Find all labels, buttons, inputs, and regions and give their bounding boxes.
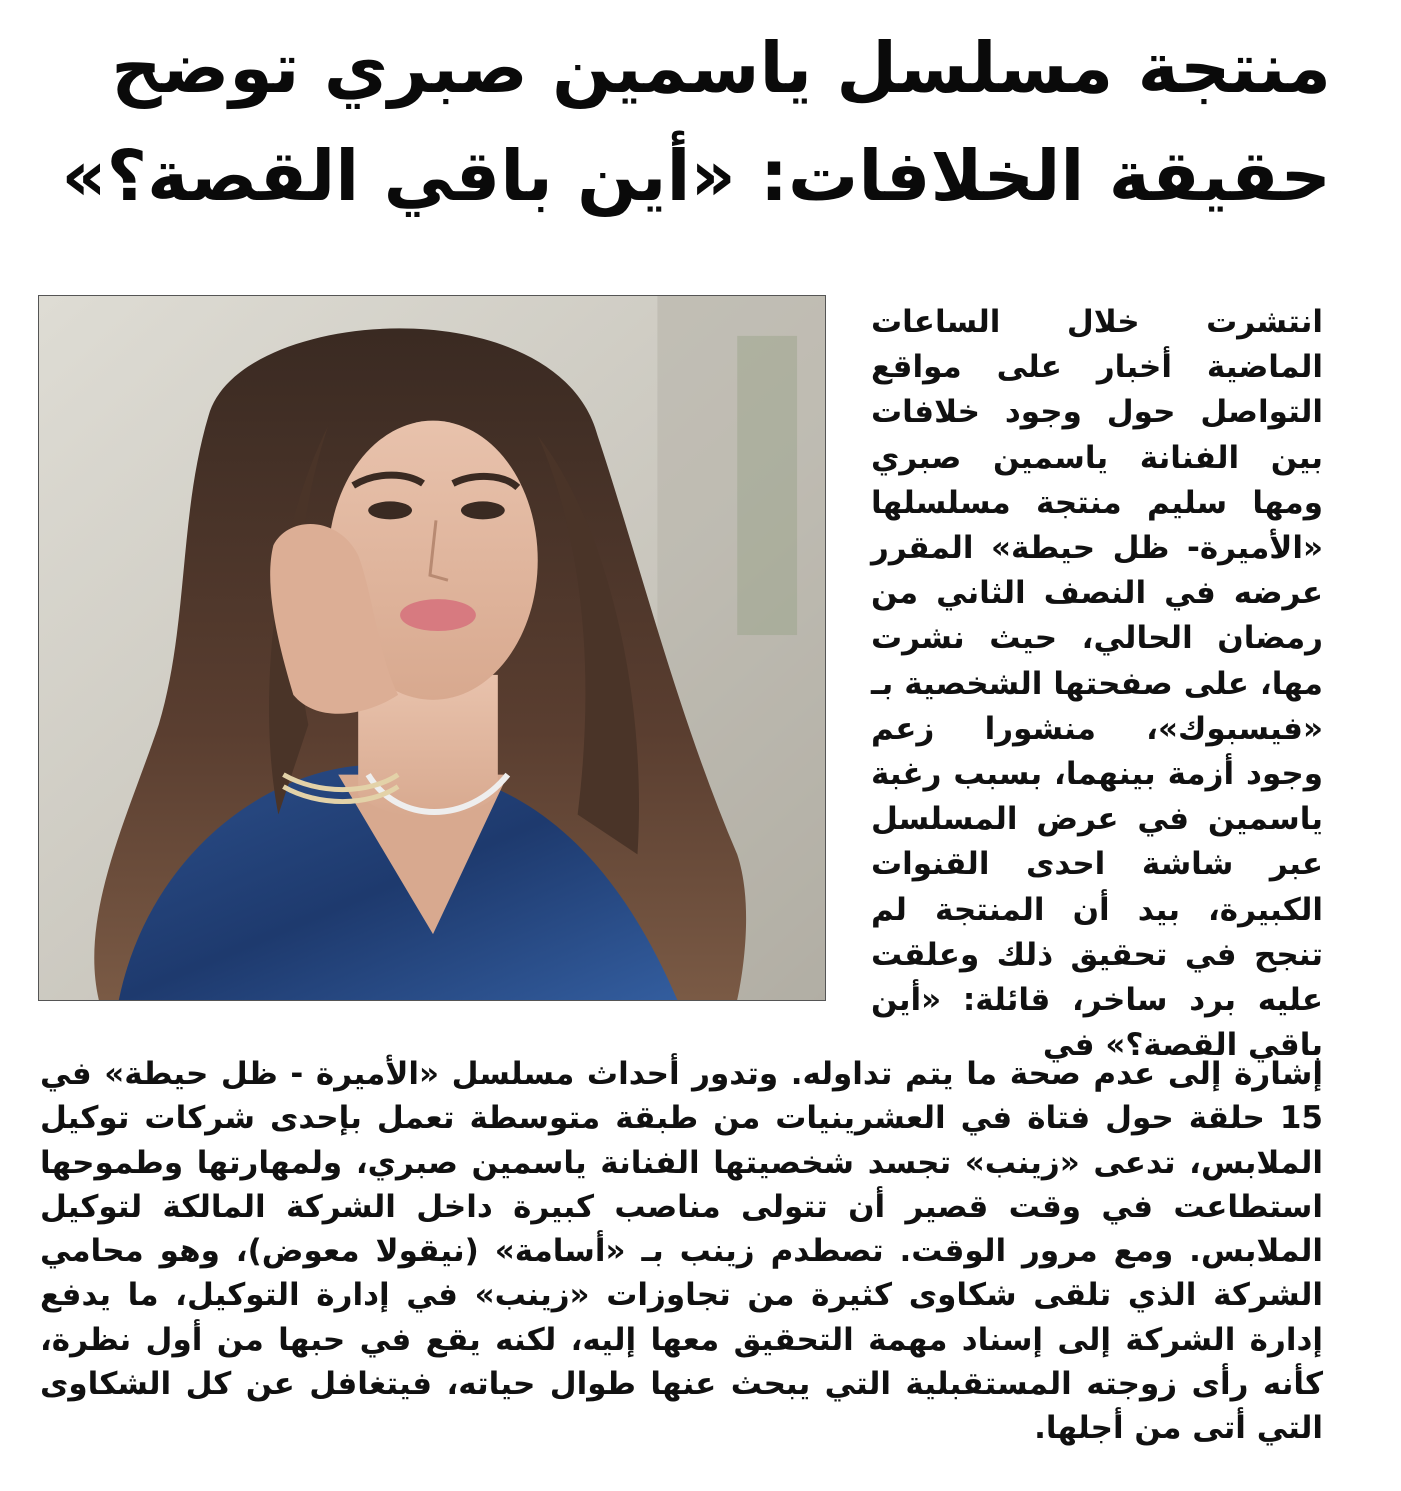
article-body-column: انتشرت خلال الساعات الماضية أخبار على مواقع التواصل حول وجود خلافات بين الفنانة ياسمين صبري ومها سليم منتجة مسلسلها «الأميرة- ظل حيطة» المقرر عرضه في النصف الثاني من رمضان الحالي، حيث نشرت مها، على صفحتها الشخصية بـ «فيسبوك»، منشورا زعم وجود أزمة بينهما، بسبب رغبة ياسمين في عرض المسلسل عبر شاشة احدى القنوات الكبيرة، بيد أن المنتجة لم تنجح في تحقيق ذلك وعلقت عليه برد ساخر، قائلة: «أين باقي القصة؟» في (871, 304, 1323, 1064)
article-headline (30, 14, 1331, 230)
headline-line-2: حقيقة الخلافات: «أين باقي القصة؟» (61, 135, 1331, 217)
article-body-continued: إشارة إلى عدم صحة ما يتم تداوله. وتدور أحداث مسلسل «الأميرة - ظل حيطة» في 15 حلقة حول فتاة في العشرينيات من طبقة متوسطة تعمل بإحدى شركات توكيل الملابس، تدعى «زينب» تجسد شخصيتها الفنانة ياسمين صبري، ولمهارتها وطموحها استطاعت في وقت قصير أن تتولى مناصب كبيرة داخل الشركة المالكة لتوكيل الملابس. ومع مرور الوقت. تصطدم زينب بـ «أسامة» (نيقولا معوض)، وهو محامي الشركة الذي تلقى شكاوى كثيرة من تجاوزات «زينب» في إدارة التوكيل، ما يدفع إدارة الشركة إلى إسناد مهمة التحقيق معها إليه، لكنه يقع في حبها من أول نظرة، كأنه رأى زوجته المستقبلية التي يبحث عنها طوال حياته، فيتغافل عن كل الشكاوى التي أتى من أجلها. (40, 1056, 1323, 1447)
portrait-photo-icon (39, 296, 825, 1000)
headline-line-1: منتجة مسلسل ياسمين صبري توضح (111, 27, 1331, 109)
article-photo (38, 295, 826, 1001)
